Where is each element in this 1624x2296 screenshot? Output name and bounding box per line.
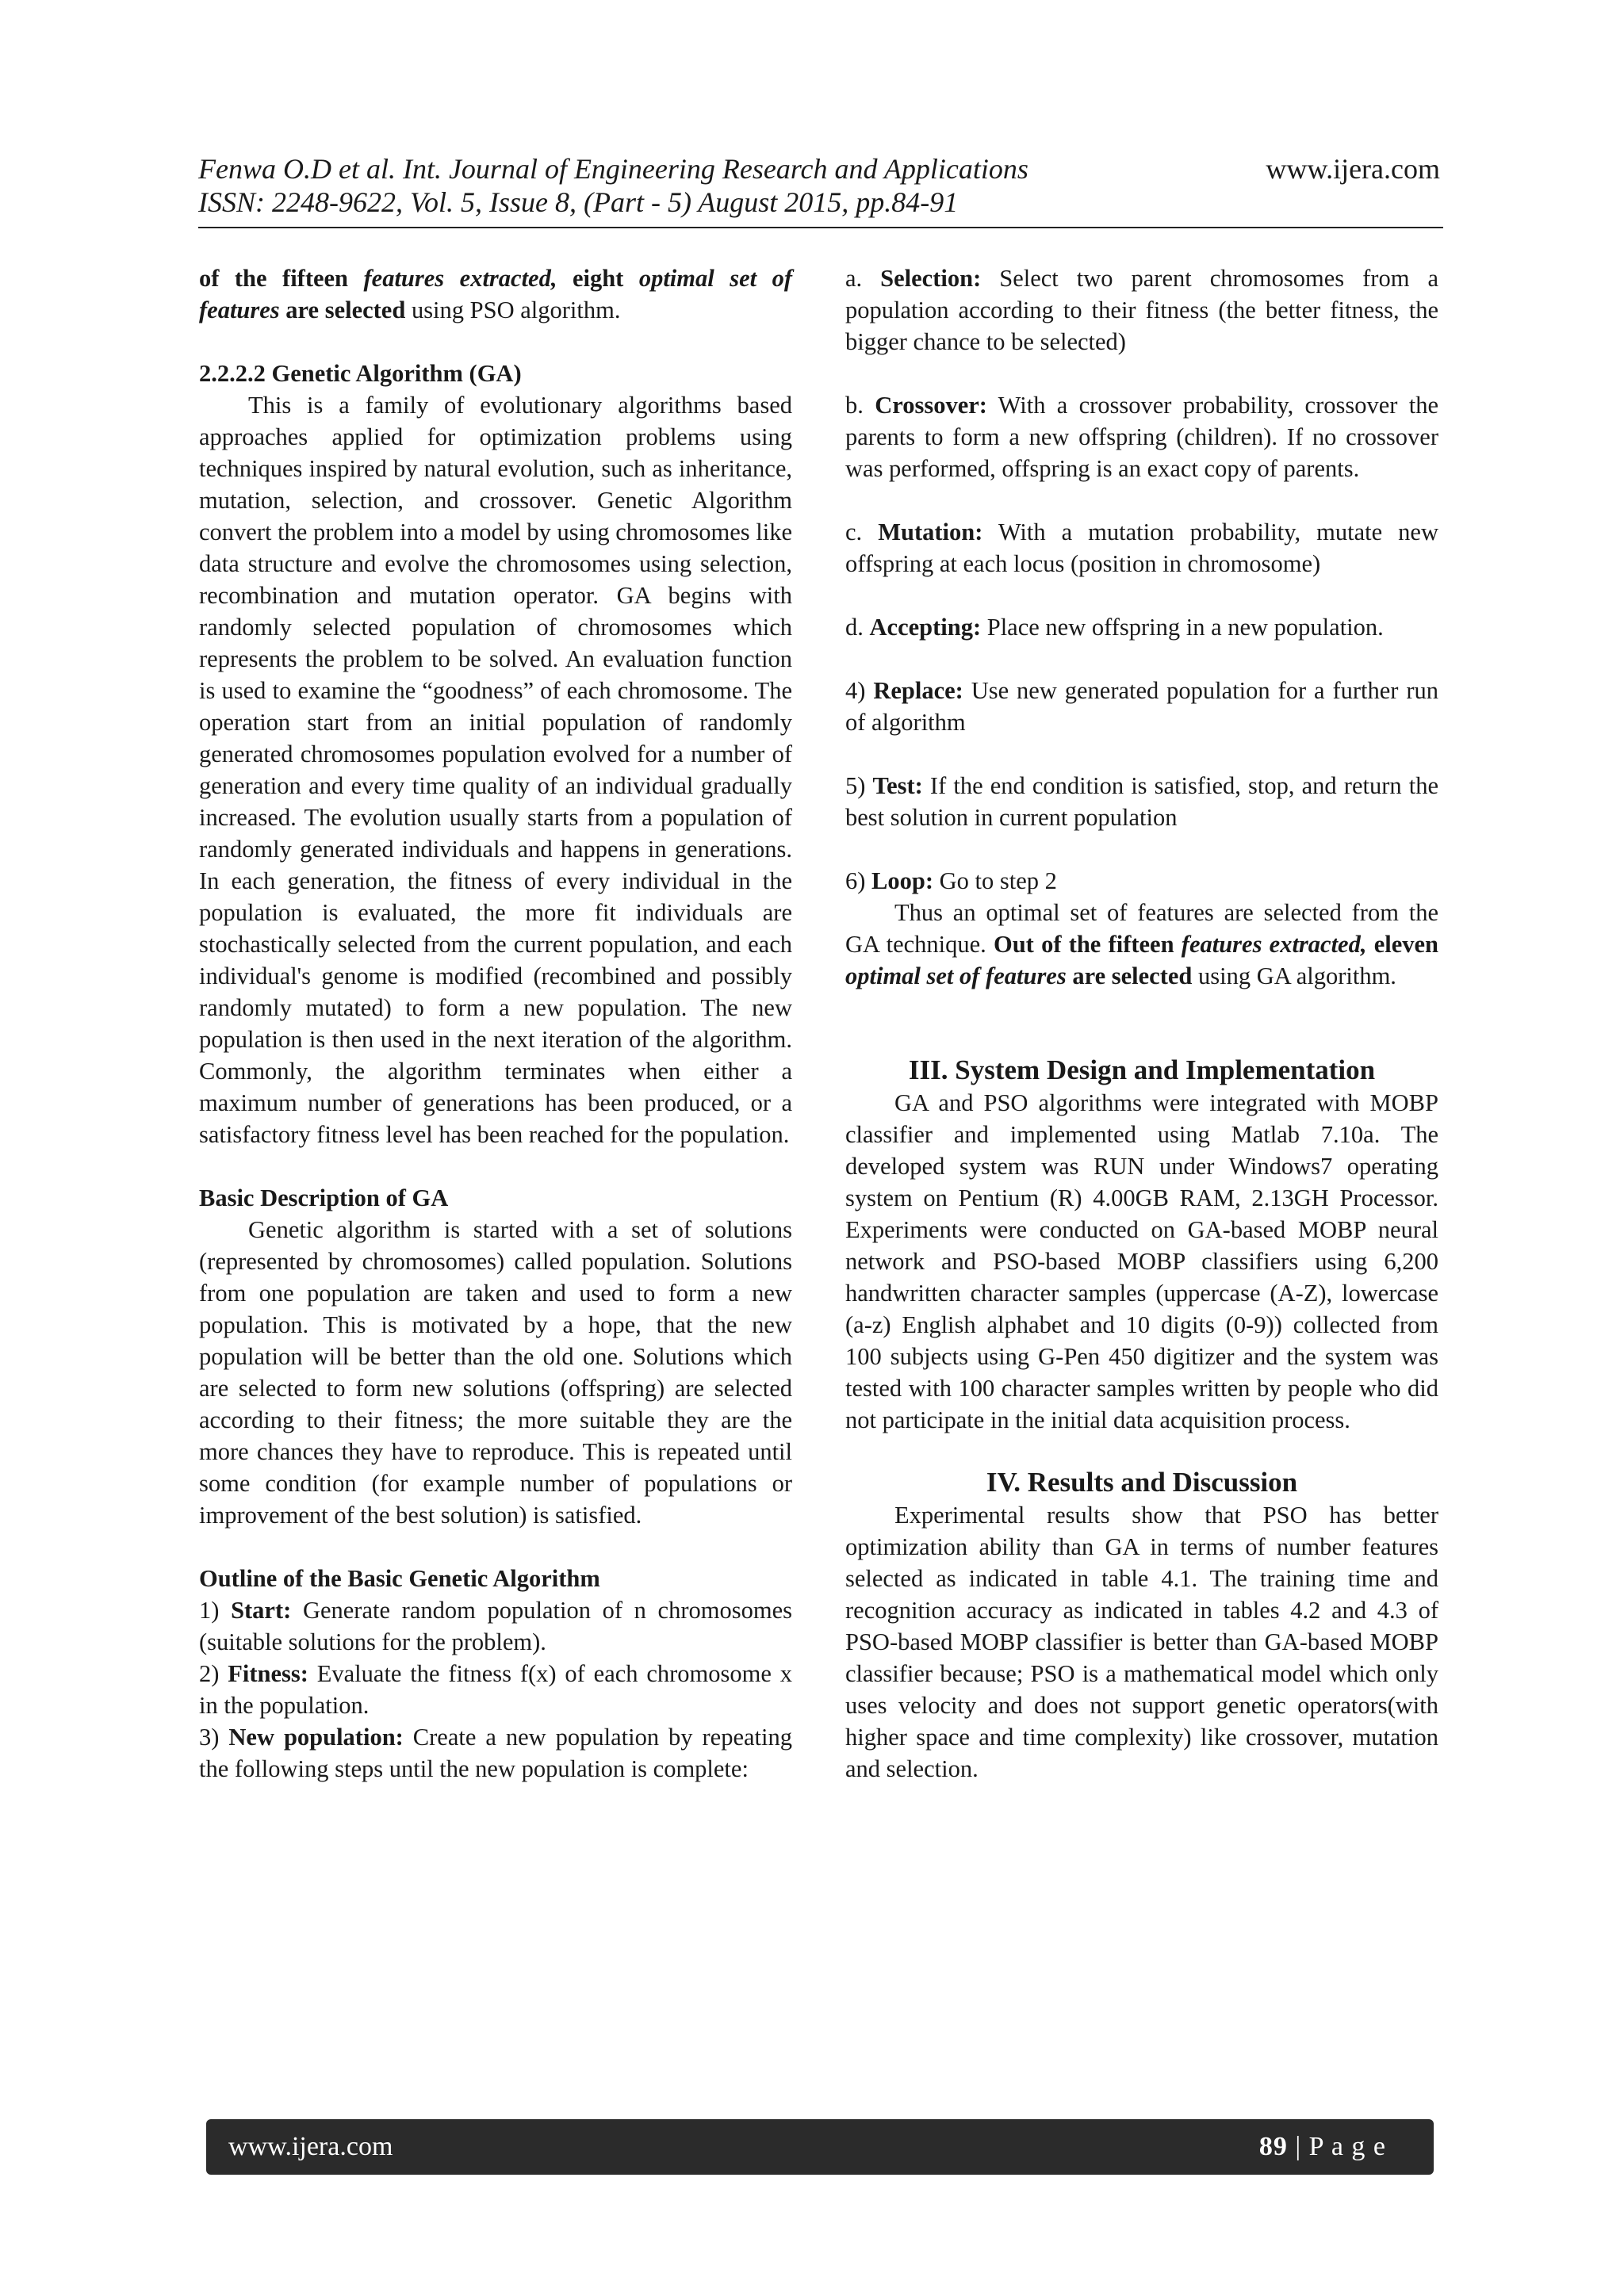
header-divider (198, 227, 1443, 228)
basic-description-heading: Basic Description of GA (199, 1184, 449, 1211)
step-new-population: 3) New population: Create a new population by repeating the following steps until the new population is complete: (199, 1724, 792, 1782)
page-number: 89 | P a g e (1258, 2132, 1386, 2161)
issn-line: ISSN: 2248-9622, Vol. 5, Issue 8, (Part - 5) August 2015, pp.84-91 (198, 186, 959, 218)
running-header (198, 152, 1442, 219)
ga-conclusion: Thus an optimal set of features are selected from the GA technique. Out of the fifteen features extracted, eleven optimal set of features are selected using GA algorithm. (845, 899, 1438, 989)
section-3-heading: III. System Design and Implementation (908, 1054, 1376, 1085)
ga-heading: 2.2.2.2 Genetic Algorithm (GA) (199, 360, 522, 387)
right-column (845, 262, 1438, 1785)
substep-accepting: d. Accepting: Place new offspring in a new population. (845, 614, 1384, 641)
ga-paragraph: This is a family of evolutionary algorithms based approaches applied for optimization problems using techniques inspired by natural evolution, such as inheritance, mutation, selection, and crossover. Genetic Algorithm convert the problem into a model by using chromosomes like data structure and evolve the chromosomes using selection, recombination and mutation operator. GA begins with randomly selected population of chromosomes which represents the problem to be solved. An evaluation function is used to examine the “goodness” of each chromosome. The operation start from an initial population of randomly generated chromosomes population evolved for a number of generation and every time quality of an individual gradually increased. The evolution usually starts from a population of randomly generated individuals and happens in generations. In each generation, the fitness of every individual in the population is evaluated, the more fit individuals are stochastically selected from the current population, and each individual's genome is modified (recombined and possibly randomly mutated) to form a new population. The new population is then used in the next iteration of the algorithm. Commonly, the algorithm terminates when either a maximum number of generations has been produced, or a satisfactory fitness level has been reached for the population. (199, 392, 792, 1148)
page-footer (206, 2119, 1434, 2175)
header-url-link[interactable]: www.ijera.com (1266, 153, 1440, 185)
step-fitness: 2) Fitness: Evaluate the fitness f(x) of each chromosome x in the population. (199, 1660, 792, 1719)
section-4-paragraph: Experimental results show that PSO has better optimization ability than GA in terms of number features selected as indicated in table 4.1. The training time and recognition accuracy as indicated in tables 4.2 and 4.3 of PSO-based MOBP classifier is better than GA-based MOBP classifier because; PSO is a mathematical model which only uses velocity and does not support genetic operators(with higher space and time complexity) like crossover, mutation and selection. (845, 1502, 1438, 1782)
left-column (199, 262, 792, 1785)
substep-crossover: b. Crossover: With a crossover probability, crossover the parents to form a new offspring (children). If no crossover was performed, offspring is an exact copy of parents. (845, 392, 1439, 482)
substep-mutation: c. Mutation: With a mutation probability, mutate new offspring at each locus (position in chromosome) (845, 519, 1438, 577)
pso-conclusion: of the fifteen features extracted, eight optimal set of features are selected using PSO algorithm. (199, 265, 792, 323)
section-4-heading: IV. Results and Discussion (986, 1467, 1298, 1498)
step-start: 1) Start: Generate random population of n chromosomes (suitable solutions for the problem). (199, 1597, 792, 1655)
outline-heading: Outline of the Basic Genetic Algorithm (199, 1565, 600, 1592)
substep-selection: a. Selection: Select two parent chromosomes from a population according to their fitness (the better fitness, the bigger chance to be selected) (845, 265, 1438, 355)
step-replace: 4) Replace: Use new generated population for a further run of algorithm (845, 677, 1438, 736)
section-3-paragraph: GA and PSO algorithms were integrated with MOBP classifier and implemented using Matlab 7.10a. The developed system was RUN under Windows7 operating system on Pentium (R) 4.00GB RAM, 2.13GH Processor. Experiments were conducted on GA-based MOBP neural network and PSO-based MOBP classifiers using 6,200 handwritten character samples (uppercase (A-Z), lowercase (a-z) English alphabet and 10 digits (0-9)) collected from 100 subjects using G-Pen 450 digitizer and the system was tested with 100 character samples written by people who did not participate in the initial data acquisition process. (845, 1089, 1438, 1433)
basic-description-paragraph: Genetic algorithm is started with a set of solutions (represented by chromosomes) called population. Solutions from one population are taken and used to form a new population. This is motivated by a hope, that the new population will be better than the old one. Solutions which are selected to form new solutions (offspring) are selected according to their fitness; the more suitable they are the more chances they have to reproduce. This is repeated until some condition (for example number of populations or improvement of the best solution) is satisfied. (199, 1216, 792, 1529)
journal-citation: Fenwa O.D et al. Int. Journal of Engineering Research and Applications (198, 153, 1028, 185)
step-test: 5) Test: If the end condition is satisfied, stop, and return the best solution in current population (845, 772, 1438, 831)
footer-url-link[interactable]: www.ijera.com (228, 2132, 393, 2161)
step-loop: 6) Loop: Go to step 2 (845, 867, 1057, 894)
